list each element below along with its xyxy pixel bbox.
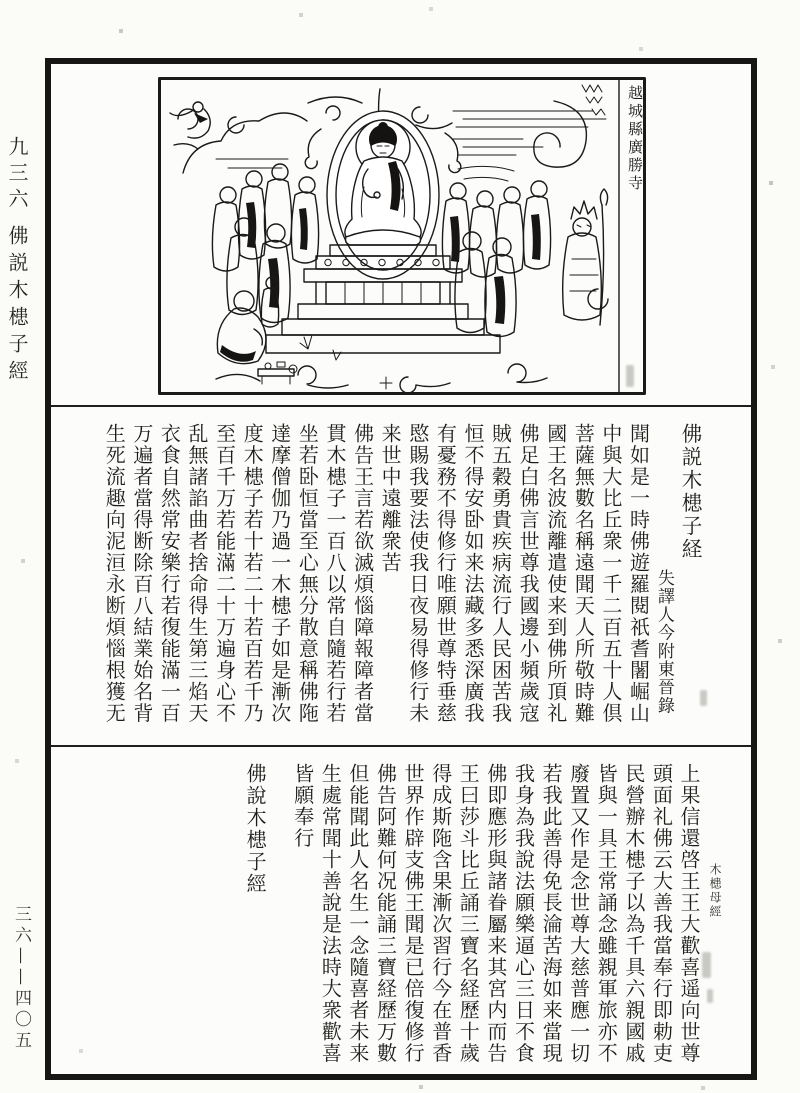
sutra-opening-section [51, 407, 751, 745]
sutra-column: 王曰莎斗比丘誦三寶名経歷十歲 [456, 763, 481, 1064]
margin-book-title: 佛説木槵子經 [5, 225, 29, 387]
scan-noise [0, 0, 2, 2]
sutra-column: 坐若卧恒當至心無分散意稱佛陁 [295, 423, 320, 724]
temple-caption: 越城縣廣勝寺 [626, 85, 644, 193]
sutra-column: 衣食自然常安樂行若復能滿一百 [157, 423, 182, 724]
sutra-column: 民營辦木槵子以為千具六親國戚 [621, 763, 646, 1064]
sutra-column: 佛即應形與諸眷屬来其宮内而告 [483, 763, 508, 1064]
sutra-column: 賊五穀勇貴疾病流行人民困苦我 [488, 423, 513, 724]
margin-volume-number: 九三六 [5, 136, 29, 214]
sutra-column: 有憂務不得修行唯願世尊特垂慈 [433, 423, 458, 724]
sutra-column: 國王名波流離遣使来到佛所頂礼 [543, 423, 568, 724]
sutra-column: 乱無諸諂曲者捨命得生第三焰天 [185, 423, 210, 724]
sutra-column: 皆願奉行 [290, 763, 315, 849]
sutra-column: 中與大比丘衆一千二百五十人倶 [598, 423, 623, 724]
sutra-column: 至百千万若能滿二十万遍身心不 [212, 423, 237, 724]
vertical-text-block [51, 407, 751, 745]
sutra-column: 若我此善得免長淪苦海如来當現 [539, 763, 564, 1064]
buddha-woodcut-illustration [158, 77, 646, 395]
marginal-note: 木槵母經 [708, 863, 722, 919]
scan-smudge [626, 365, 634, 387]
sutra-column: 度木槵子若十若二十若百若千乃 [240, 423, 265, 724]
sutra-column: 頭面礼佛云大善我當奉行即勅吏 [649, 763, 674, 1064]
sutra-closing-section [51, 747, 751, 1074]
sutra-column: 上果信還啓王王大歡喜遥向世尊 [677, 763, 702, 1064]
sutra-column: 菩薩無數名稱遠聞天人所敬時難 [571, 423, 596, 724]
sutra-column: 貫木槵子一百八以常自隨若行若 [322, 423, 347, 724]
translator-attribution: 失譯人今附東晉錄 [653, 569, 674, 715]
print-frame [45, 58, 757, 1080]
sutra-column: 佛告王言若欲滅煩惱障報障者當 [350, 423, 375, 724]
sutra-column: 皆與一具王常誦念雖親軍旅亦不 [594, 763, 619, 1064]
sutra-column: 得成斯陁含果漸次習行今在普香 [428, 763, 453, 1064]
sutra-column: 我身為我說法願樂逼心三日不食 [511, 763, 536, 1064]
sutra-column: 生死流趣向泥洹永断煩惱根獲无 [102, 423, 127, 724]
sutra-title: 佛説木槵子経 [678, 423, 702, 561]
vertical-text-block [51, 747, 751, 1074]
sutra-column: 愍賜我要法使我日夜易得修行未 [405, 423, 430, 724]
sutra-column: 恒不得安卧如来法藏多悉深廣我 [460, 423, 485, 724]
scan-smudge [702, 952, 711, 978]
sutra-column: 廢置又作是念世尊大慈普應一切 [566, 763, 591, 1064]
scan-smudge [700, 690, 707, 706]
sutra-column: 万遍者當得断除百八結業始名背 [129, 423, 154, 724]
illustration-section [51, 64, 751, 405]
sutra-column: 世界作辟支佛王聞是已倍復修行 [401, 763, 426, 1064]
sutra-column: 達摩僧伽乃過一木槵子如是漸次 [267, 423, 292, 724]
woodcut-drawing [158, 77, 646, 395]
scan-smudge [707, 989, 713, 1003]
sutra-column: 佛足白佛言世尊我國邊小頻歲寇 [516, 423, 541, 724]
sutra-column: 生處常聞十善說是法時大衆歡喜 [318, 763, 343, 1064]
sutra-column: 佛告阿難何况能誦三寶経歷万數 [373, 763, 398, 1064]
closing-title: 佛說木槵子經 [243, 763, 268, 895]
margin-page-locator: 三六——四〇五 [11, 905, 31, 1052]
sutra-column: 来世中遠離衆苦 [378, 423, 403, 574]
sutra-column: 但能聞此人名生一念隨喜者未来 [345, 763, 370, 1064]
sutra-column: 聞如是一時佛遊羅閱祇耆闍崛山 [626, 423, 651, 724]
